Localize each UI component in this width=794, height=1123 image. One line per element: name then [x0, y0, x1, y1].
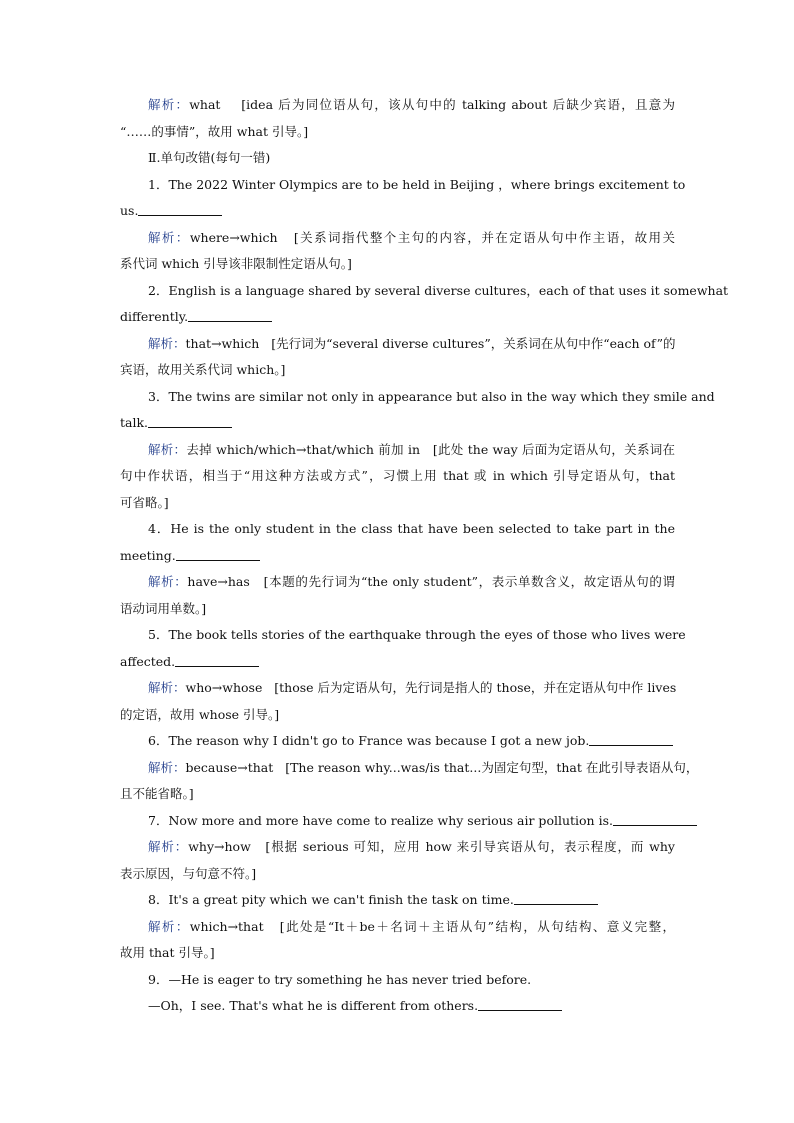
analysis-label: 解析：	[148, 229, 190, 245]
analysis-text: 表示原因，与句意不符。]	[120, 865, 257, 881]
analysis-line	[120, 225, 675, 252]
analysis-text: [关系词指代整个主句的内容，并在定语从句中作主语，故用关	[293, 229, 675, 245]
question-line	[120, 808, 675, 835]
analysis-text: 句中作状语，相当于“用这种方法或方式”，习惯上用 that 或 in which 引导定语从句，that	[120, 468, 675, 483]
analysis-answer: where→which	[189, 229, 278, 245]
analysis-answer: why→how	[188, 839, 251, 854]
analysis-label: 解析：	[148, 759, 186, 775]
question-text: 5．The book tells stories of the earthquake through the eyes of those who lives were	[148, 627, 686, 642]
answer-blank[interactable]	[589, 732, 673, 746]
analysis-line	[120, 940, 675, 967]
analysis-answer: have→has	[187, 574, 250, 589]
question-line	[120, 410, 675, 437]
analysis-text: 语动词用单数。]	[120, 600, 207, 616]
analysis-text: [those 后为定语从句，先行词是指人的 those，并在定语从句中作 lives	[274, 680, 677, 695]
analysis-text: [先行词为“several diverse cultures”，关系词在从句中作“each of”的	[271, 335, 676, 351]
question-line	[120, 278, 729, 305]
answer-blank[interactable]	[175, 653, 259, 667]
analysis-line	[120, 569, 675, 596]
analysis-text: [此处 the way 后面为定语从句，关系词在	[432, 441, 675, 457]
question-line	[120, 304, 675, 331]
question-text: 9．—He is eager to try something he has never tried before.	[148, 971, 532, 987]
analysis-label: 解析：	[148, 680, 186, 695]
question-text: meeting.	[120, 547, 176, 563]
question-text: us.	[120, 203, 139, 218]
answer-blank[interactable]	[138, 202, 222, 216]
question-line	[120, 198, 675, 225]
analysis-line	[120, 92, 675, 119]
analysis-line	[120, 702, 675, 729]
question-text: affected.	[120, 653, 176, 669]
question-line	[120, 516, 675, 543]
answer-blank[interactable]	[514, 891, 598, 905]
analysis-answer: what	[189, 97, 221, 112]
question-line	[120, 543, 675, 570]
question-line	[120, 993, 675, 1020]
analysis-text: “……的事情”，故用 what 引导。]	[120, 123, 309, 139]
analysis-label: 解析：	[148, 839, 189, 854]
question-text: 8．It's a great pity which we can't finish the task on time.	[148, 892, 514, 907]
analysis-line	[120, 463, 675, 490]
analysis-label: 解析：	[148, 335, 186, 351]
analysis-text: [The reason why...was/is that...为固定句型，that 在此引导表语从句，	[285, 759, 699, 775]
section-title: Ⅱ.单句改错(每句一错)	[148, 150, 271, 165]
question-text: 3．The twins are similar not only in appearance but also in the way which they smile and	[148, 388, 715, 404]
worksheet-page	[120, 92, 729, 1020]
analysis-line	[120, 861, 675, 888]
question-text: 7．Now more and more have come to realize why serious air pollution is.	[148, 812, 613, 828]
analysis-text: 系代词 which 引导该非限制性定语从句。]	[120, 256, 352, 271]
question-line	[120, 967, 675, 994]
analysis-line	[120, 490, 675, 517]
analysis-label: 解析：	[148, 441, 187, 457]
answer-blank[interactable]	[188, 308, 272, 322]
analysis-text: [本题的先行词为“the only student”，表示单数含义，故定语从句的谓	[263, 574, 675, 589]
analysis-answer: who→whose	[185, 680, 263, 695]
analysis-answer: 去掉 which/which→that/which 前加 in	[186, 441, 421, 457]
analysis-text: 故用 that 引导。]	[120, 945, 215, 960]
analysis-text: 宾语，故用关系代词 which。]	[120, 362, 286, 377]
analysis-answer: which→that	[189, 918, 264, 934]
question-line	[120, 887, 675, 914]
analysis-label: 解析：	[148, 97, 190, 112]
question-text: 1．The 2022 Winter Olympics are to be held in Beijing ，where brings excitement to	[148, 176, 686, 192]
analysis-answer: because→that	[185, 759, 274, 775]
question-text: 6．The reason why I didn't go to France was because I got a new job.	[148, 733, 590, 748]
question-text: 2．English is a language shared by several diverse cultures，each of that uses it somewhat	[148, 282, 729, 298]
analysis-text: 且不能省略。]	[120, 786, 194, 801]
analysis-text: 可省略。]	[120, 494, 169, 510]
analysis-line	[120, 914, 675, 941]
answer-blank[interactable]	[613, 812, 697, 826]
analysis-line	[120, 834, 675, 861]
answer-blank[interactable]	[176, 547, 260, 561]
analysis-label: 解析：	[148, 574, 188, 589]
analysis-line	[120, 781, 675, 808]
question-line	[120, 649, 675, 676]
question-text: —Oh，I see. That's what he is different from others.	[148, 998, 479, 1013]
analysis-line	[120, 119, 675, 146]
question-line	[120, 172, 686, 199]
analysis-line	[120, 357, 675, 384]
analysis-text: 的定语，故用 whose 引导。]	[120, 706, 280, 722]
question-text: 4．He is the only student in the class that have been selected to take part in the	[148, 521, 675, 536]
analysis-text: [根据 serious 可知，应用 how 来引导宾语从句，表示程度，而 why	[265, 839, 675, 854]
analysis-answer: that→which	[185, 335, 260, 351]
answer-blank[interactable]	[148, 414, 232, 428]
question-line	[120, 622, 686, 649]
question-text: talk.	[120, 415, 149, 430]
analysis-line	[120, 675, 675, 702]
answer-blank[interactable]	[478, 997, 562, 1011]
question-text: differently.	[120, 309, 189, 324]
analysis-line	[120, 251, 675, 278]
question-line	[120, 384, 715, 411]
analysis-line	[120, 755, 699, 782]
analysis-text: [idea 后为同位语从句，该从句中的 talking about 后缺少宾语，且意为	[241, 97, 675, 112]
analysis-text: [此处是“It＋be＋名词＋主语从句”结构，从句结构、意义完整，	[279, 918, 675, 934]
analysis-line	[120, 596, 675, 623]
analysis-line	[120, 437, 675, 464]
analysis-line	[120, 331, 675, 358]
analysis-label: 解析：	[148, 918, 190, 934]
question-line	[120, 728, 675, 755]
